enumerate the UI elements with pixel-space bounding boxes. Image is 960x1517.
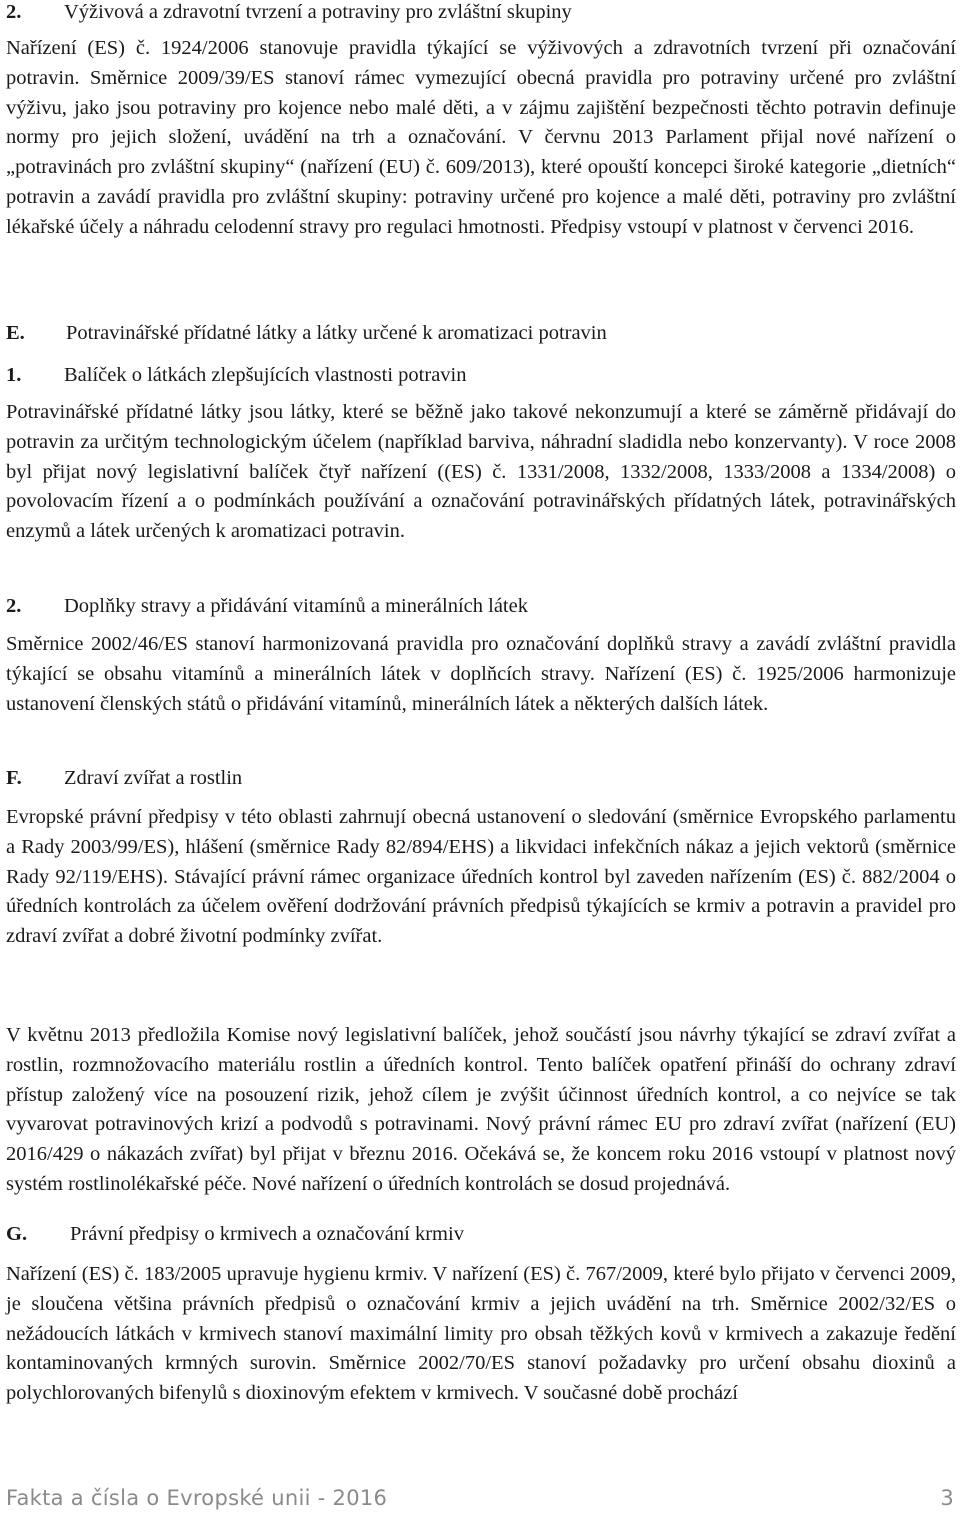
- paragraph: Nařízení (ES) č. 183/2005 upravuje hygienu krmiv. V nařízení (ES) č. 767/2009, které bylo přijato v červenci 2009, je sloučena většina právních předpisů o označování krmiv a jejich uvádění na trh. Směrnice 2002/32/ES o nežádoucích látkách v krmivech stanoví maximální limity pro obsah těžkých kovů v krmivech a zakazuje ředění kontaminovaných krmných surovin. Směrnice 2002/70/ES stanoví požadavky pro určení obsahu dioxinů a polychlorovaných bifenylů s dioxinovým efektem v krmivech. V současné době prochází: [6, 1263, 956, 1405]
- paragraph: Směrnice 2002/46/ES stanoví harmonizovaná pravidla pro označování doplňků stravy a zavádí zvláštní pravidla týkající se obsahu vitamínů a minerálních látek v doplňcích stravy. Nařízení (ES) č. 1925/2006 harmonizuje ustanovení členských států o přidávání vitamínů, minerálních látek a některých dalších látek.: [6, 633, 956, 715]
- subsection-heading: [6, 363, 466, 387]
- section-title: Zdraví zvířat a rostlin: [64, 767, 243, 789]
- section-heading: [6, 766, 242, 790]
- footer-title: Fakta a čísla o Evropské unii - 2016: [6, 1486, 388, 1510]
- paragraph: Potravinářské přídatné látky jsou látky, které se běžně jako takové nekonzumují a které se záměrně přidávají do potravin za určitým technologickým účelem (například barviva, náhradní sladidla nebo konzervanty). V roce 2008 byl přijat nový legislativní balíček čtyř nařízení ((ES) č. 1331/2008, 1332/2008, 1333/2008 a 1334/2008) o povolovacím řízení a o podmínkách používání a označování potravinářských přídatných látek, potravinářských enzymů a látek určených k aromatizaci potravin.: [6, 401, 956, 543]
- section-title: Výživová a zdravotní tvrzení a potraviny pro zvláštní skupiny: [64, 1, 572, 23]
- paragraph: Nařízení (ES) č. 1924/2006 stanovuje pravidla týkající se výživových a zdravotních tvrzení při označování potravin. Směrnice 2009/39/ES stanoví rámec vymezující obecná pravidla pro potraviny určené pro zvláštní výživu, jako jsou potraviny pro kojence nebo malé děti, a v zájmu zajištění bezpečnosti těchto potravin definuje normy pro jejich složení, uvádění na trh a označování. V červnu 2013 Parlament přijal nové nařízení o „potravinách pro zvláštní skupiny“ (nařízení (EU) č. 609/2013), které opouští koncepci široké kategorie „dietních“ potravin a zavádí pravidla pro zvláštní skupiny: potraviny určené pro kojence a malé děti, potraviny pro zvláštní lékařské účely a náhradu celodenní stravy pro regulaci hmotnosti. Předpisy vstoupí v platnost v červenci 2016.: [6, 37, 956, 238]
- section-title: Potravinářské přídatné látky a látky určené k aromatizaci potravin: [66, 322, 607, 344]
- section-title: Doplňky stravy a přidávání vitamínů a minerálních látek: [64, 595, 528, 617]
- section-number: F.: [6, 767, 22, 789]
- section-number: 2.: [6, 595, 22, 617]
- page-footer: [6, 1486, 954, 1510]
- paragraph: Evropské právní předpisy v této oblasti zahrnují obecná ustanovení o sledování (směrnice Evropského parlamentu a Rady 2003/99/ES), hlášení (směrnice Rady 82/894/EHS) a likvidaci infekčních nákaz a jejich vektorů (směrnice Rady 92/119/EHS). Stávající právní rámec organizace úředních kontrol byl zaveden nařízením (ES) č. 882/2004 o úředních kontrolách za účelem ověření dodržování právních předpisů týkajících se krmiv a potravin a pravidel pro zdraví zvířat a dobré životní podmínky zvířat.: [6, 806, 956, 948]
- section-heading: [6, 1222, 464, 1246]
- section-number: 2.: [6, 1, 22, 23]
- section-number: E.: [6, 322, 25, 344]
- section-title: Balíček o látkách zlepšujících vlastnosti potravin: [64, 364, 467, 386]
- section-title: Právní předpisy o krmivech a označování krmiv: [70, 1223, 464, 1245]
- section-heading: [6, 0, 572, 24]
- section-heading: [6, 321, 607, 345]
- page-number: 3: [940, 1486, 954, 1510]
- section-number: G.: [6, 1223, 28, 1245]
- subsection-heading: [6, 594, 528, 618]
- section-number: 1.: [6, 364, 22, 386]
- paragraph: V květnu 2013 předložila Komise nový legislativní balíček, jehož součástí jsou návrhy týkající se zdraví zvířat a rostlin, rozmnožovacího materiálu rostlin a úředních kontrol. Tento balíček opatření přináší do ochrany zdraví přístup založený více na posouzení rizik, jehož cílem je zvýšit účinnost úředních kontrol, a co nejvíce se tak vyvarovat potravinových krizí a podvodů s potravinami. Nový právní rámec EU pro zdraví zvířat (nařízení (EU) 2016/429 o nákazách zvířat) byl přijat v březnu 2016. Očekává se, že koncem roku 2016 vstoupí v platnost nový systém rostlinolékařské péče. Nové nařízení o úředních kontrolách se dosud projednává.: [6, 1024, 956, 1195]
